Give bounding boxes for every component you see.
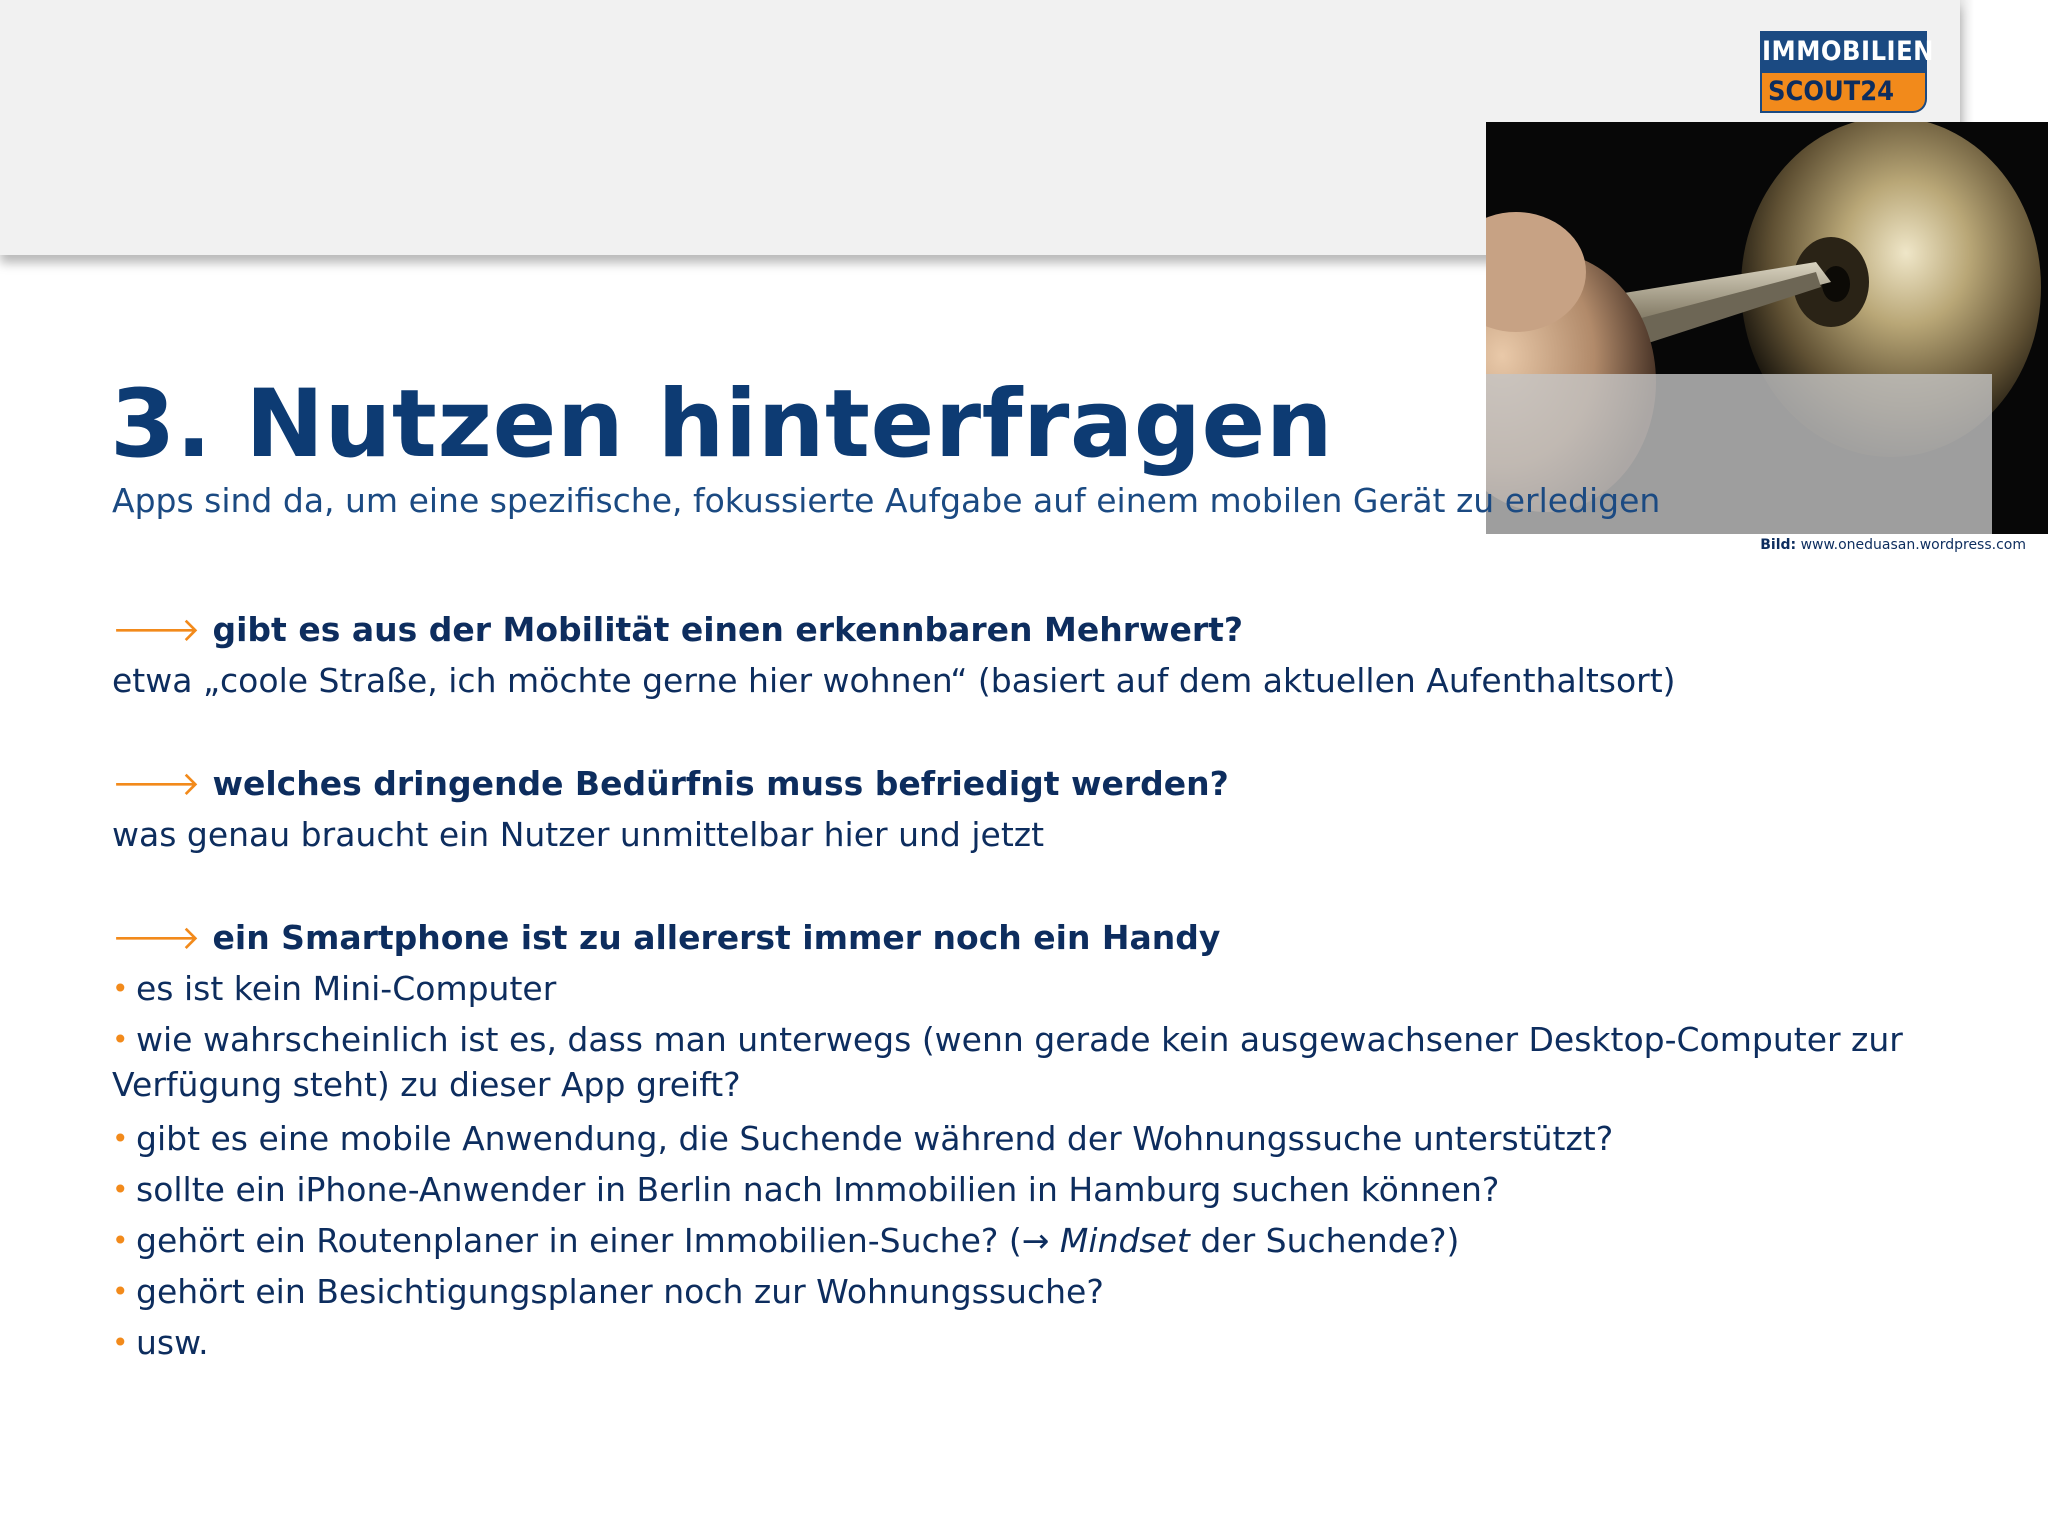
list-item: • es ist kein Mini-Computer bbox=[112, 963, 1992, 1014]
key-in-lock-photo bbox=[1486, 122, 2048, 534]
list-item: • sollte ein iPhone-Anwender in Berlin nach Immobilien in Hamburg suchen können? bbox=[112, 1164, 1992, 1215]
bullet-icon: • bbox=[112, 1023, 129, 1056]
slide-title: 3. Nutzen hinterfragen bbox=[110, 370, 1334, 479]
list-item: • gehört ein Routenplaner in einer Immobilien-Suche? (→ Mindset der Suchende?) bbox=[112, 1215, 1992, 1266]
question-2-text: welches dringende Bedürfnis muss befriedigt werden? bbox=[212, 764, 1229, 803]
immobilienscout24-logo bbox=[1760, 31, 1935, 113]
answer-1: etwa „coole Straße, ich möchte gerne hier wohnen“ (basiert auf dem aktuellen Aufenthaltsort) bbox=[112, 661, 1676, 700]
slide-content bbox=[112, 604, 1992, 1368]
slide-subtitle: Apps sind da, um eine spezifische, fokussierte Aufgabe auf einem mobilen Gerät zu erledigen bbox=[112, 481, 1661, 520]
credit-source: www.oneduasan.wordpress.com bbox=[1800, 537, 2026, 553]
bullet-icon: • bbox=[112, 1173, 129, 1206]
arrow-icon: 🡒 bbox=[112, 918, 201, 957]
question-1 bbox=[112, 604, 1992, 655]
bullet-icon: • bbox=[112, 1275, 129, 1308]
arrow-icon: 🡒 bbox=[112, 764, 201, 803]
question-3 bbox=[112, 912, 1992, 963]
list-item: • gibt es eine mobile Anwendung, die Suchende während der Wohnungssuche unterstützt? bbox=[112, 1113, 1992, 1164]
list-item: • gehört ein Besichtigungsplaner noch zur Wohnungssuche? bbox=[112, 1266, 1992, 1317]
inline-arrow-icon: → bbox=[1021, 1221, 1050, 1260]
question-3-text: ein Smartphone ist zu allererst immer noch ein Handy bbox=[212, 918, 1221, 957]
arrow-icon: 🡒 bbox=[112, 610, 201, 649]
logo-line-1: IMMOBILIEN bbox=[1760, 31, 1927, 73]
question-1-text: gibt es aus der Mobilität einen erkennbaren Mehrwert? bbox=[212, 610, 1244, 649]
answer-2: was genau braucht ein Nutzer unmittelbar hier und jetzt bbox=[112, 815, 1045, 854]
bullet-icon: • bbox=[112, 972, 129, 1005]
logo-line-2: SCOUT24 bbox=[1760, 73, 1927, 113]
list-item: • usw. bbox=[112, 1317, 1992, 1368]
bullet-list bbox=[112, 963, 1992, 1368]
header-edge-shadow bbox=[1960, 0, 1974, 128]
list-item: • wie wahrscheinlich ist es, dass man unterwegs (wenn gerade kein ausgewachsener Desktop-Computer zur Verfügung steht) zu dieser App greift? bbox=[112, 1017, 1992, 1107]
bullet-icon: • bbox=[112, 1224, 129, 1257]
bullet-icon: • bbox=[112, 1326, 129, 1359]
bullet-icon: • bbox=[112, 1122, 129, 1155]
question-2 bbox=[112, 758, 1992, 809]
image-credit bbox=[1760, 537, 2026, 553]
credit-label: Bild: bbox=[1760, 537, 1797, 553]
